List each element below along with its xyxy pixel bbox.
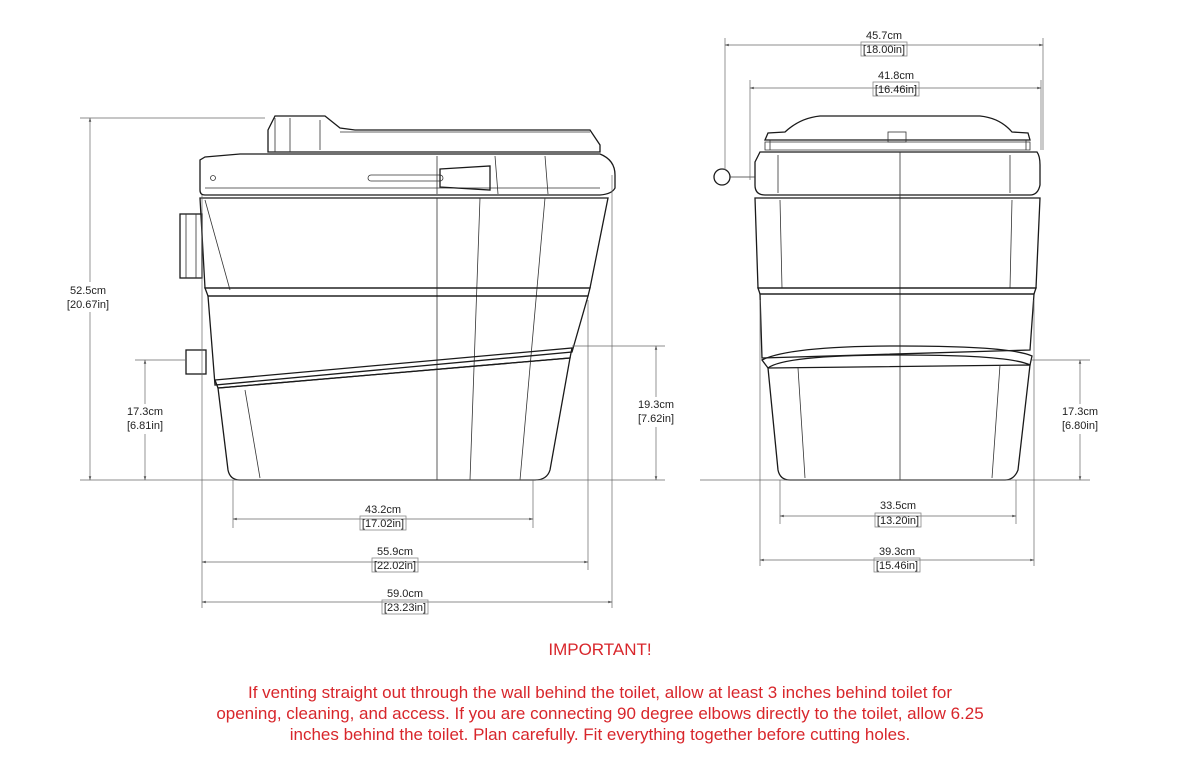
side-right-height-in: [7.62in] — [637, 413, 675, 425]
notice-line: If venting straight out through the wall behind the toilet, allow at least 3 inches behind toilet for — [247, 683, 953, 702]
side-base-width-cm: 43.2cm — [364, 504, 402, 516]
front-inlet-height-in: [6.80in] — [1061, 420, 1099, 432]
notice-title: IMPORTANT! — [548, 640, 652, 659]
front-lid-width-in: [16.46in] — [874, 84, 918, 96]
front-lid-width-cm: 41.8cm — [877, 70, 915, 82]
front-overall-width-cm: 45.7cm — [865, 30, 903, 42]
side-inlet-height-in: [6.81in] — [126, 420, 164, 432]
front-body-width-in: [15.46in] — [875, 560, 919, 572]
side-height-in: [20.67in] — [66, 299, 110, 311]
side-body-width-in: [22.02in] — [373, 560, 417, 572]
side-body-width-cm: 55.9cm — [376, 546, 414, 558]
important-notice — [150, 640, 1050, 745]
side-right-height-cm: 19.3cm — [637, 399, 675, 411]
front-body-width-cm: 39.3cm — [878, 546, 916, 558]
notice-body — [200, 682, 1000, 745]
side-view — [180, 116, 615, 480]
front-overall-width-in: [18.00in] — [862, 44, 906, 56]
notice-line: inches behind the toilet. Plan carefully. Fit everything together before cutting holes. — [289, 725, 911, 744]
side-overall-width-cm: 59.0cm — [386, 588, 424, 600]
side-base-width-in: [17.02in] — [361, 518, 405, 530]
front-base-width-in: [13.20in] — [876, 515, 920, 527]
front-view — [714, 116, 1040, 480]
side-inlet-height-cm: 17.3cm — [126, 406, 164, 418]
front-base-width-cm: 33.5cm — [879, 500, 917, 512]
side-height-cm: 52.5cm — [69, 285, 107, 297]
side-overall-width-in: [23.23in] — [383, 602, 427, 614]
front-inlet-height-cm: 17.3cm — [1061, 406, 1099, 418]
notice-line: opening, cleaning, and access. If you are connecting 90 degree elbows directly to the toilet, allow 6.25 — [216, 704, 984, 723]
